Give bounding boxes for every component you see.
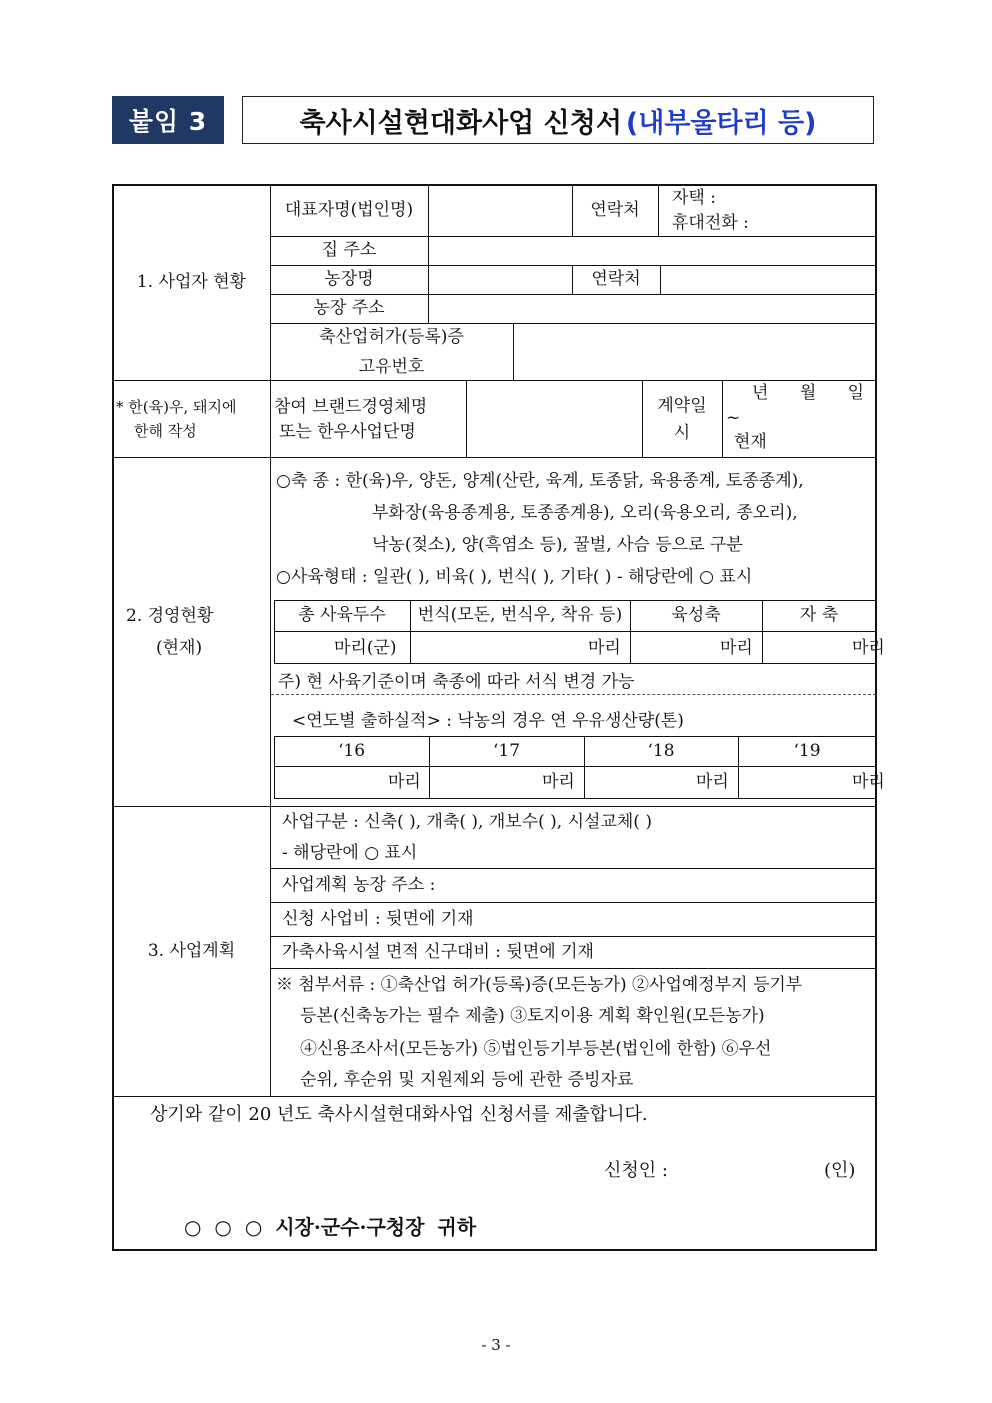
project-type-line1: 사업구분 : 신축( ), 개축( ), 개보수( ), 시설교체( ) (282, 812, 652, 832)
contract-date-line: 년 월 일 (752, 383, 865, 403)
rep-name-field[interactable] (430, 188, 570, 234)
farm-address-field[interactable] (430, 296, 874, 322)
attachments-line4: 순위, 후순위 및 지원제외 등에 관한 증빙자료 (300, 1070, 634, 1090)
page-number: - 3 - (481, 1336, 511, 1354)
date-range-tilde: ~ (726, 408, 741, 428)
species-line1: ○축 종 : 한(육)우, 양돈, 양계(산란, 육계, 토종닭, 육용종계, 토종종계), (276, 471, 804, 491)
license-label-line2: 고유번호 (358, 356, 425, 377)
brand-note-line2: 한해 작성 (134, 422, 197, 440)
brand-note-line1: * 한(육)우, 돼지에 (116, 398, 237, 416)
herd-note: 주) 현 사육기준이며 축종에 따라 서식 변경 가능 (278, 672, 635, 692)
home-address-label: 집 주소 (321, 240, 377, 260)
contract-date-label-line2: 시 (673, 422, 691, 443)
home-phone-label: 자택 : (672, 188, 716, 208)
plan-farm-address-field[interactable] (480, 870, 874, 900)
home-address-field[interactable] (430, 238, 874, 264)
herd-unit-growing: 마리 (720, 638, 753, 658)
submission-statement: 상기와 같이 20 년도 축사시설현대화사업 신청서를 제출합니다. (150, 1104, 648, 1125)
herd-unit-breeding: 마리 (588, 638, 621, 658)
species-line3: 낙농(젖소), 양(흑염소 등), 꿀벌, 사슴 등으로 구분 (372, 535, 743, 555)
brand-label-line2: 또는 한우사업단명 (279, 422, 416, 442)
farm-name-field[interactable] (430, 267, 570, 293)
year-header-19: ‘19 (793, 740, 821, 761)
applicant-name-field[interactable] (690, 1156, 820, 1186)
section2-label-line1: 2. 경영현황 (126, 606, 214, 626)
farm-name-label: 농장명 (324, 269, 374, 289)
section3-label: 3. 사업계획 (147, 940, 236, 961)
farm-address-label: 농장 주소 (313, 298, 385, 318)
herd-header-breeding: 번식(모돈, 번식우, 착유 등) (417, 605, 623, 625)
year-header-17: ‘17 (492, 740, 521, 761)
recipient-line: ○ ○ ○ 시장·군수·구청장 귀하 (184, 1215, 477, 1239)
contact-label: 연락처 (590, 200, 640, 220)
mobile-phone-label: 휴대전화 : (672, 213, 749, 233)
attachments-line1: ※ 첨부서류 : ①축산업 허가(등록)증(모든농가) ②사업예정부지 등기부 (276, 975, 803, 995)
year18-unit: 마리 (696, 772, 729, 792)
herd-unit-offspring: 마리 (852, 638, 885, 658)
contract-date-label-line1: 계약일 (657, 395, 707, 416)
facility-area: 가축사육시설 면적 신구대비 : 뒷면에 기재 (282, 942, 594, 962)
year-header-16: ‘16 (337, 740, 366, 761)
rep-name-label: 대표자명(법인명) (284, 200, 414, 220)
attachments-line3: ④신용조사서(모든농가) ⑤법인등기부등본(법인에 한함) ⑥우선 (300, 1039, 772, 1059)
species-line2: 부화장(육용종계용, 토종종계용), 오리(육용오리, 종오리), (372, 503, 798, 523)
license-label-line1: 축산업허가(등록)증 (319, 326, 464, 347)
project-cost: 신청 사업비 : 뒷면에 기재 (282, 909, 474, 929)
form-title-accent: (내부울타리 등) (625, 107, 817, 139)
year19-field[interactable] (740, 768, 885, 796)
year-header-18: ‘18 (647, 740, 675, 761)
farm-contact-field[interactable] (662, 267, 874, 293)
yearly-shipment-title: <연도별 출하실적> : 낙농의 경우 연 우유생산량(톤) (292, 711, 684, 731)
attachment-badge: 붙임 3 (112, 96, 224, 144)
applicant-label: 신청인 : (604, 1160, 668, 1181)
license-number-field[interactable] (515, 325, 874, 378)
herd-offspring-field[interactable] (764, 633, 885, 661)
farm-contact-label: 연락처 (591, 269, 641, 289)
year19-unit: 마리 (852, 772, 885, 792)
herd-header-total: 총 사육두수 (298, 605, 386, 625)
herd-unit-total: 마리(군) (334, 638, 397, 658)
breeding-type-line: ○사육형태 : 일관( ), 비육( ), 번식( ), 기타( ) - 해당란에 ○ 표시 (276, 567, 753, 587)
project-type-line2: - 해당란에 ○ 표시 (282, 843, 418, 863)
form-title (242, 96, 874, 144)
section1-label: 1. 사업자 현황 (136, 272, 247, 292)
plan-farm-address: 사업계획 농장 주소 : (282, 875, 436, 895)
herd-header-growing: 육성축 (671, 605, 721, 625)
year17-unit: 마리 (542, 772, 575, 792)
brand-label-line1: 참여 브랜드경영체명 (274, 397, 428, 417)
herd-header-offspring: 자 축 (799, 605, 839, 625)
brand-name-field[interactable] (468, 382, 640, 455)
attachments-line2: 등본(신축농가는 필수 제출) ③토지이용 계획 확인원(모든농가) (300, 1006, 765, 1026)
section2-label-line2: (현재) (156, 638, 203, 658)
form-title-main: 축사시설현대화사업 신청서 (299, 107, 622, 139)
seal-mark: (인) (824, 1160, 856, 1181)
date-range-current: 현재 (734, 432, 767, 452)
year16-unit: 마리 (388, 772, 421, 792)
